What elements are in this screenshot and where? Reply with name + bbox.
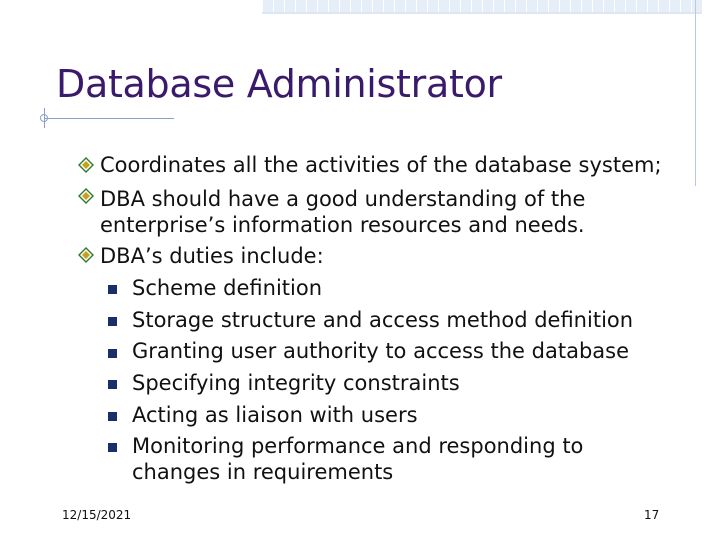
bullet-item: DBA’s duties include: [100,244,324,268]
square-bullet-icon [108,349,117,358]
square-bullet-icon [108,380,117,389]
sub-bullet-item: Specifying integrity constraints [132,371,460,395]
decorative-vertical-line [695,0,696,186]
bullet-item: Coordinates all the activities of the database system; [100,153,662,177]
square-bullet-icon [108,443,117,452]
slide-title: Database Administrator [56,62,502,106]
bullet-item-continuation: enterprise’s information resources and needs. [100,213,585,237]
diamond-bullet-icon [78,188,94,204]
decorative-grid [262,0,702,12]
sub-bullet-item-continuation: changes in requirements [132,460,394,484]
sub-bullet-item: Granting user authority to access the database [132,339,630,363]
diamond-bullet-icon [78,247,94,263]
footer-date: 12/15/2021 [62,508,132,522]
title-underline [44,118,174,119]
footer-page-number: 17 [644,508,660,522]
square-bullet-icon [108,412,117,421]
bullet-item: DBA should have a good understanding of the [100,187,586,211]
decorative-grid-underline [262,12,702,14]
square-bullet-icon [108,317,117,326]
sub-bullet-item: Acting as liaison with users [132,403,418,427]
sub-bullet-item: Storage structure and access method definition [132,308,634,332]
square-bullet-icon [108,285,117,294]
sub-bullet-item: Scheme definition [132,276,323,300]
diamond-bullet-icon [78,157,94,173]
crosshair-circle-icon [40,114,48,122]
sub-bullet-item: Monitoring performance and responding to [132,434,584,458]
